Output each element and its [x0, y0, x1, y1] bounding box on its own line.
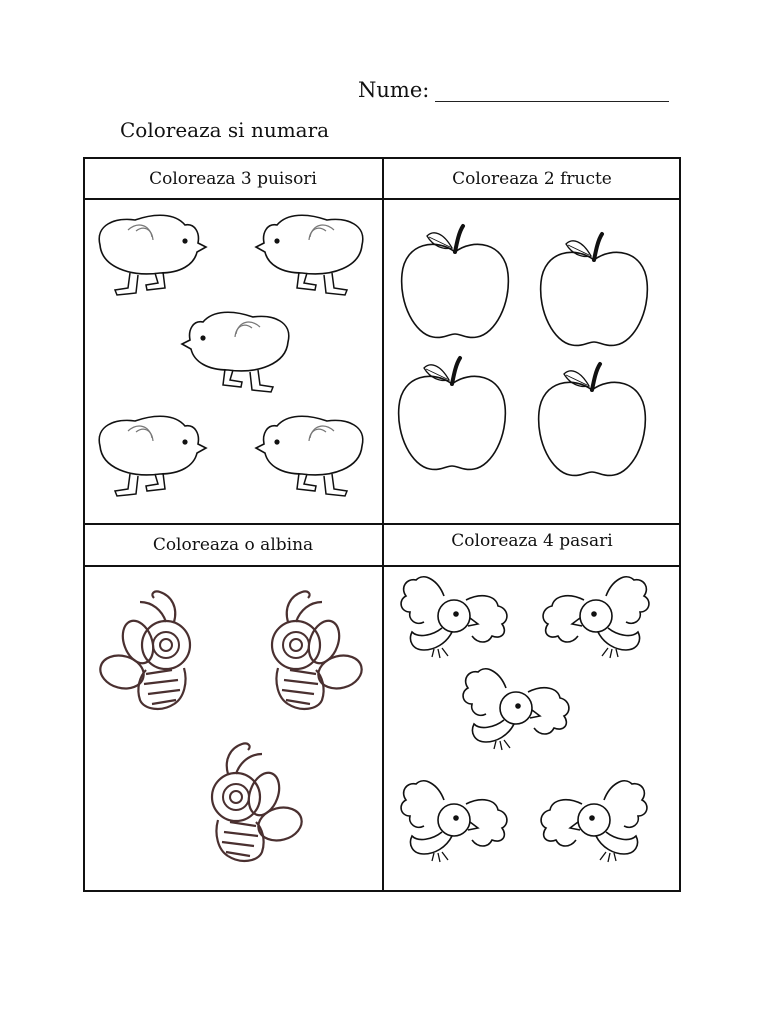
bird-icon	[541, 781, 647, 862]
bird-icon	[463, 669, 569, 750]
bee-icon	[212, 743, 305, 860]
apple-icon	[541, 234, 648, 345]
chick-icon	[256, 416, 363, 496]
chick-icon	[99, 416, 206, 496]
cell-title-bee: Coloreaza o albina	[152, 535, 314, 555]
name-label: Nume:	[358, 78, 430, 102]
bird-icon	[543, 577, 649, 658]
apple-icon	[539, 364, 646, 475]
bird-icon	[401, 577, 507, 658]
bee-icon	[272, 591, 365, 708]
bird-icon	[401, 781, 507, 862]
apple-icon	[399, 358, 506, 469]
chick-icon	[182, 312, 289, 392]
bee-icon	[97, 591, 190, 708]
cell-title-fruits: Coloreaza 2 fructe	[452, 169, 612, 189]
instruction-heading: Coloreaza si numara	[120, 118, 330, 142]
cell-title-chicks: Coloreaza 3 puisori	[149, 169, 317, 189]
apple-icon	[402, 226, 509, 337]
cell-title-birds: Coloreaza 4 pasari	[451, 531, 613, 551]
chick-icon	[99, 215, 206, 295]
chick-icon	[256, 215, 363, 295]
